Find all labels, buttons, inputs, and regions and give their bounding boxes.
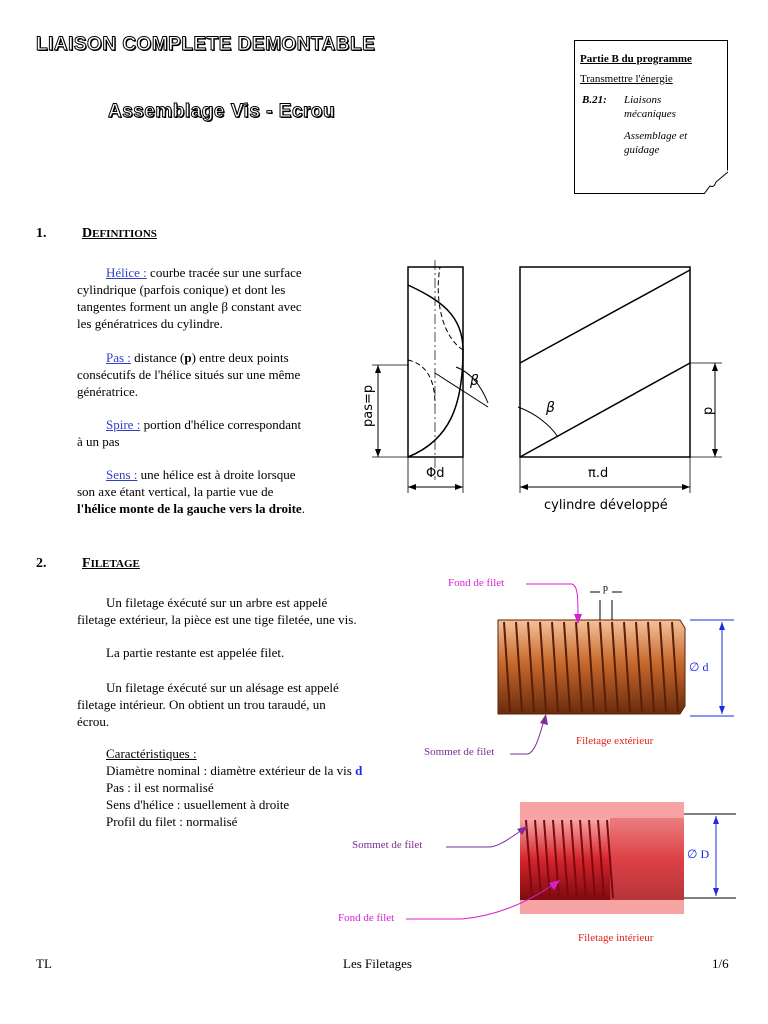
helice-line1: courbe tracée sur une surface: [150, 265, 302, 280]
sens-line3a: l'hélice monte de la gauche vers la droite: [77, 501, 302, 516]
pas-line2: consécutifs de l'hélice situés sur une même: [77, 367, 301, 382]
definition-spire: [77, 416, 377, 450]
characteristic-3: Sens d'hélice : usuellement à droite: [106, 797, 290, 812]
pas-line3: génératrice.: [77, 384, 138, 399]
sens-line1: une hélice est à droite lorsque: [140, 467, 296, 482]
filetage-p1: [77, 594, 417, 628]
pi-d-label: π.d: [588, 466, 609, 481]
section2-title: [82, 556, 140, 572]
cylinder-outline: [408, 267, 463, 457]
program-topic-2b: guidage: [624, 144, 660, 156]
caption-internal-thread: Filetage intérieur: [578, 932, 654, 944]
sommet-de-filet-arrow-2: [444, 822, 534, 862]
spire-line1: portion d'hélice correspondant: [143, 417, 302, 432]
section1-title-rest: EFINITIONS: [92, 228, 157, 240]
characteristic-1a: Diamètre nominal : diamètre extérieur de la vis: [106, 763, 352, 778]
footer-center: Les Filetages: [343, 956, 412, 971]
section1-title-initial: D: [82, 226, 93, 241]
spire-line2: à un pas: [77, 434, 120, 449]
section2-number: 2.: [36, 556, 47, 571]
section1-title: [82, 226, 157, 242]
helix-curve: [408, 285, 463, 457]
helix-figure: [360, 255, 740, 525]
helice-line4: les génératrices du cylindre.: [77, 316, 223, 331]
sens-line2: son axe étant vertical, la partie vue de: [77, 484, 274, 499]
fond-de-filet-arrow-2: [404, 870, 564, 925]
characteristic-4: Profil du filet : normalisé: [106, 814, 238, 829]
diameter-d-label: ∅ d: [689, 660, 709, 674]
pas-line1a: distance (: [134, 350, 185, 365]
characteristic-2: Pas : il est normalisé: [106, 780, 214, 795]
definition-sens: [77, 466, 377, 517]
helix-hidden-curve2: [438, 267, 463, 350]
helix-hidden-curve: [408, 360, 435, 405]
p-label: p: [701, 406, 716, 415]
characteristic-1b: d: [355, 763, 363, 778]
characteristics: [106, 745, 426, 830]
fond-de-filet-arrow-1: [520, 578, 590, 628]
phi-d-label: Φd: [426, 466, 445, 481]
section1-number: 1.: [36, 226, 47, 241]
helice-line2: cylindrique (parfois conique) et dont les: [77, 282, 286, 297]
helice-beta: β: [221, 299, 229, 314]
sommet-de-filet-label-2: Sommet de filet: [352, 839, 423, 851]
beta-label-1: β: [470, 373, 479, 389]
program-code: B.21:: [582, 94, 607, 106]
beta-label-2: β: [546, 400, 555, 416]
sommet-de-filet-label-1: Sommet de filet: [424, 746, 495, 758]
diameter-D-label: ∅ D: [687, 847, 710, 861]
helice-line3b: constant avec: [231, 299, 302, 314]
pitch-p-label: p: [603, 583, 608, 594]
footer-page-number: 1/6: [712, 956, 729, 971]
program-topic-1a: Liaisons: [624, 94, 662, 106]
program-heading: Partie B du programme: [580, 53, 692, 65]
filetage-p3-line2: filetage intérieur. On obtient un trou taraudé, un: [77, 697, 326, 712]
fond-de-filet-label-1: Fond de filet: [448, 577, 505, 589]
pas-line1b: p: [184, 350, 192, 365]
sens-line3b: .: [301, 501, 305, 516]
page-subtitle: Assemblage Vis - Ecrou: [108, 101, 336, 122]
section2-title-initial: F: [82, 556, 91, 571]
filetage-p2: La partie restante est appelée filet.: [106, 645, 285, 660]
term-helice: Hélice :: [106, 265, 147, 280]
fond-de-filet-label-2: Fond de filet: [338, 912, 395, 924]
caption-external-thread: Filetage extérieur: [576, 735, 654, 747]
developed-rect: [520, 267, 690, 457]
pas-line1c: ) entre deux points: [191, 350, 289, 365]
program-box: [574, 40, 728, 194]
footer-left: TL: [36, 956, 52, 971]
program-line-energy: Transmettre l'énergie: [580, 73, 673, 85]
filetage-p3-line3: écrou.: [77, 714, 110, 729]
developed-caption: cylindre développé: [544, 498, 668, 513]
term-sens: Sens :: [106, 467, 138, 482]
term-pas: Pas :: [106, 350, 131, 365]
filetage-p3: [77, 679, 417, 730]
page-fold-icon: [704, 170, 728, 194]
sommet-de-filet-arrow-1: [508, 712, 558, 760]
filetage-p1-line2: filetage extérieur, la pièce est une tige filetée, une vis.: [77, 612, 357, 627]
term-spire: Spire :: [106, 417, 141, 432]
page-title: LIAISON COMPLETE DEMONTABLE: [36, 34, 376, 55]
definition-helice: [77, 264, 377, 332]
helice-line3a: tangentes forment un angle: [77, 299, 219, 314]
developed-helix-1: [520, 270, 690, 363]
pitch-label: pas=p: [361, 384, 376, 427]
definition-pas: [77, 349, 377, 400]
filetage-p3-line1: Un filetage éxécuté sur un alésage est appelé: [106, 680, 339, 695]
program-topic-2a: Assemblage et: [624, 130, 688, 142]
program-topic-1b: mécaniques: [624, 108, 676, 120]
filetage-p1-line1: Un filetage éxécuté sur un arbre est appelé: [106, 595, 328, 610]
characteristics-title: Caractéristiques :: [106, 746, 197, 761]
section2-title-rest: ILETAGE: [90, 558, 140, 570]
